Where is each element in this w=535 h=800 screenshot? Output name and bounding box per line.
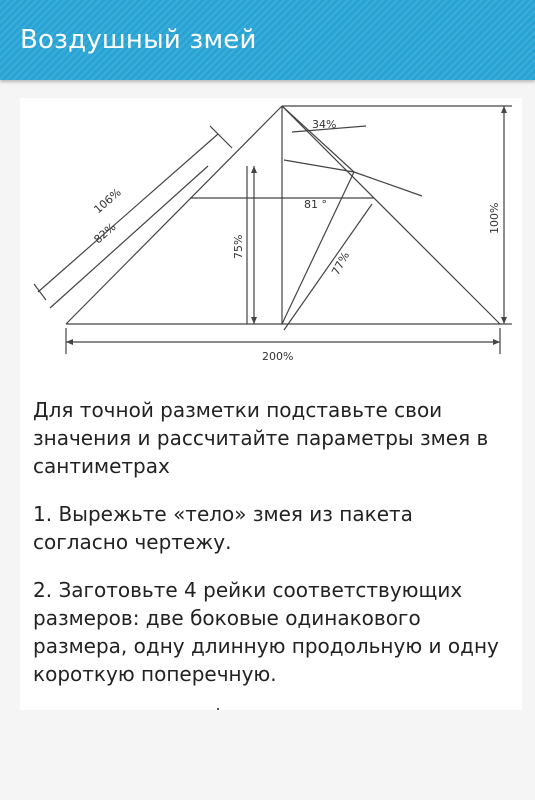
- instruction-step-1: 1. Вырежьте «тело» змея из пакета согласно чертежу.: [33, 502, 413, 554]
- label-spine: 75%: [232, 234, 245, 259]
- instruction-intro: Для точной разметки подставьте свои значения и рассчитайте параметры змея в сантиметрах: [33, 398, 489, 478]
- app-title: Воздушный змей: [20, 25, 257, 55]
- label-side-long: 106%: [91, 185, 124, 217]
- label-inner: 77%: [329, 249, 353, 278]
- label-angle: 81 °: [304, 198, 327, 211]
- scroll-indicator: [217, 708, 219, 710]
- label-base: 200%: [262, 350, 294, 363]
- content-card: [20, 98, 522, 710]
- instruction-step-2: 2. Заготовьте 4 рейки соответствующих размеров: две боковые одинакового размера, одну длинную продольную и одну короткую поперечную.: [33, 578, 499, 686]
- label-side-short: 82%: [91, 220, 119, 247]
- label-height: 100%: [488, 202, 501, 234]
- label-top-angle: 34%: [312, 118, 337, 131]
- app-bar: [0, 0, 535, 80]
- kite-diagram: [32, 104, 512, 374]
